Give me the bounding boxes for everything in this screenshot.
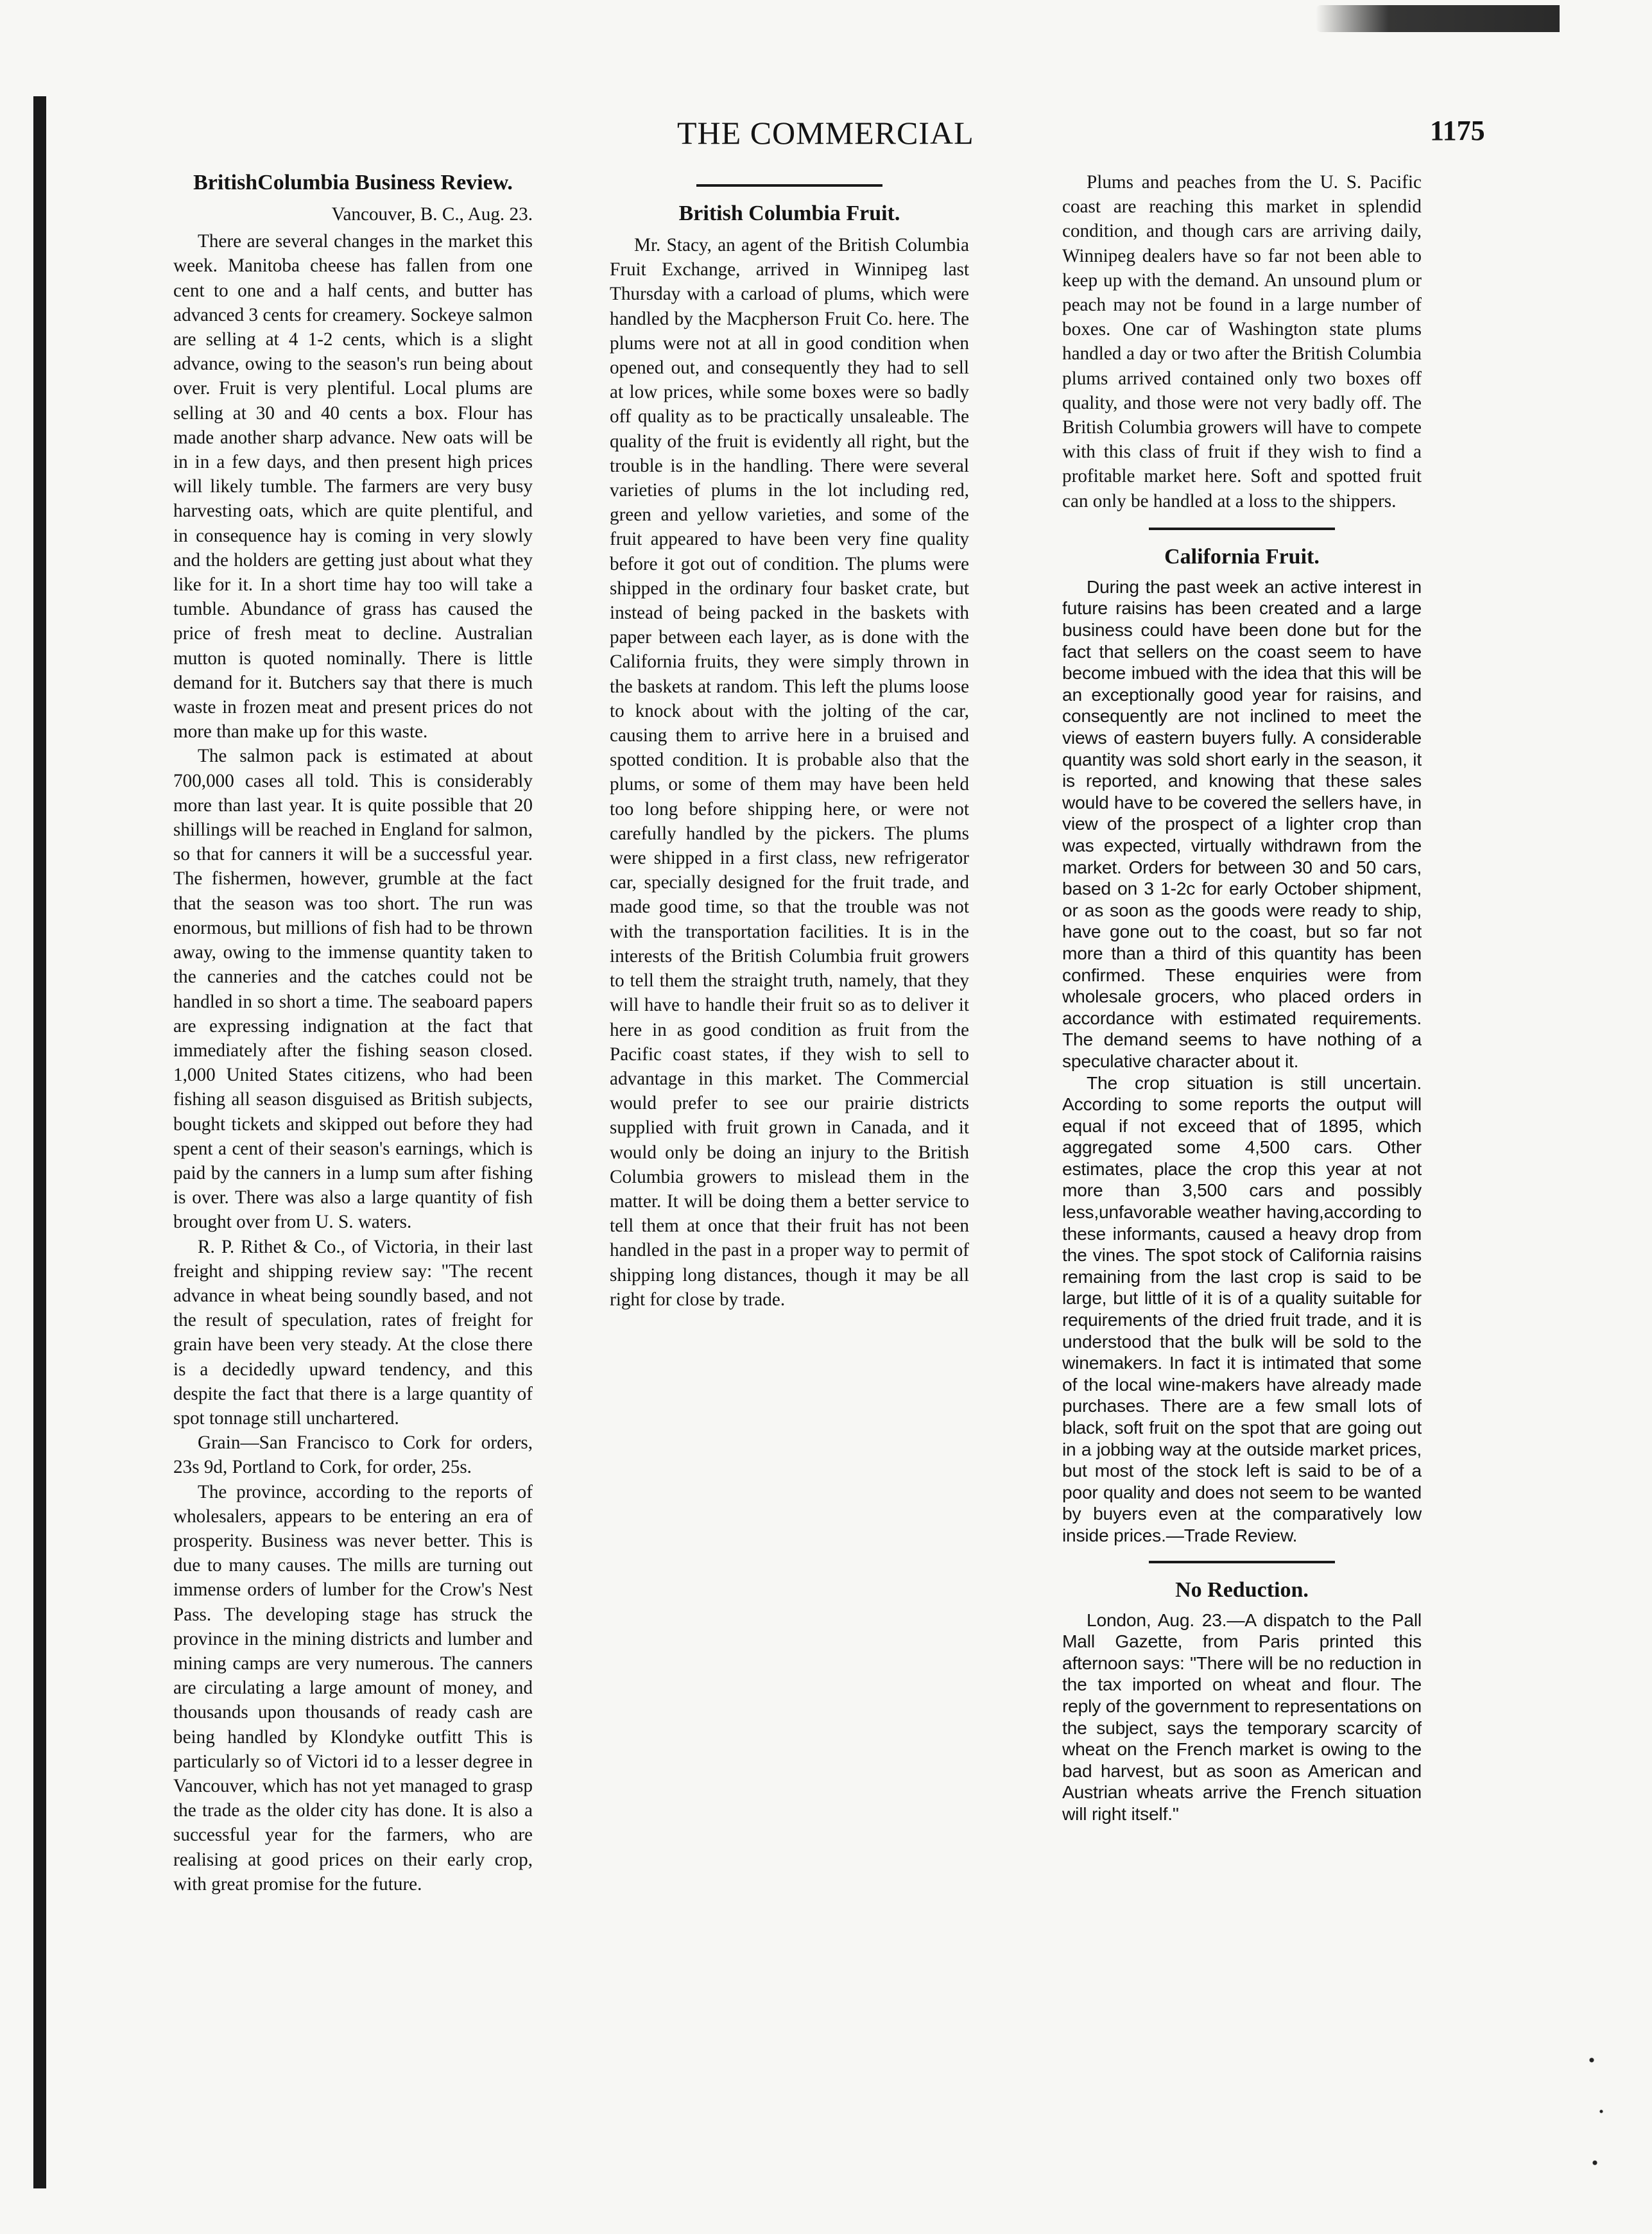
section-rule: [1149, 528, 1335, 530]
column-1: [173, 170, 533, 2217]
running-head: THE COMMERCIAL: [677, 115, 974, 151]
paragraph: The crop situation is still uncertain. According to some reports the output will equal if not exceed that of 1895, which aggregated some 4,500 cars. Other estimates, place the crop this year at not more than 3,500 cars and possibly less,unfavorable weather having,according to these informants, caused a heavy drop from the vines. The spot stock of California raisins remaining from the last crop is said to be large, but little of it is of a quality suitable for requirements of the dried fruit trade, and it is understood that the bulk will be sold to the winemakers. In fact it is intimated that some of the local wine-makers have already made purchases. There are a few small lots of black, soft fruit on the spot that are going out in a jobbing way at the outside market prices, but most of the stock left is said to be of a poor quality and does not seem to be wanted by buyers even at the comparatively low inside prices.—Trade Review.: [1062, 1072, 1422, 1545]
headline-bc-fruit: British Columbia Fruit.: [678, 202, 900, 225]
headline-no-reduction: No Reduction.: [1175, 1577, 1309, 1602]
section-rule: [1149, 1561, 1335, 1563]
paragraph: There are several changes in the market this week. Manitoba cheese has fallen from one cent to one and a half cents, and butter has advanced 3 cents for creamery. Sockeye salmon are selling at 4 1-2 cents, which is a slight advance, owing to the season's run being about over. Fruit is very plentiful. Local plums are selling at 30 and 40 cents a box. Flour has made another sharp advance. New oats will be in in a few days, and then present high prices will likely tumble. The farmers are very busy harvesting oats, which are quite plentiful, and in consequence hay is coming in very slowly and the holders are getting just about what they like for it. In a short time hay too will take a tumble. Abundance of grass has caused the price of fresh meat to decline. Australian mutton is quoted nominally. There is little demand for it. Butchers say that there is much waste in frozen meat and present prices do not more than make up for this waste.: [173, 231, 533, 743]
column-2: [610, 170, 969, 2217]
page-number: 1175: [1430, 115, 1485, 146]
paragraph: The province, according to the reports of wholesalers, appears to be entering an era of prosperity. Business was never better. This is due to many causes. The mills are turning out immense orders of lumber for the Crow's Nest Pass. The developing stage has struck the province in the mining districts and lumber and mining camps are very numerous. The canners are circulating a large amount of money, and thousands upon thousands of ready cash are being handled by Klondyke outfitt This is particularly so of Victori id to a lesser degree in Vancouver, which has not yet managed to grasp the trade as the older city has done. It is also a successful year for the farmers, who are realising at good prices on their early crop, with great promise for the future.: [173, 1481, 533, 1895]
paragraph: Plums and peaches from the U. S. Pacific coast are reaching this market in splendid condition, and though cars are arriving daily, Winnipeg dealers have so far not been able to keep up with the demand. An unsound plum or peach may not be found in a large number of boxes. One car of Washington state plums handled a day or two after the British Columbia plums arrived contained only two boxes off quality, and those were not very badly off. The British Columbia growers will have to compete with this class of fruit if they wish to find a profitable market here. Soft and spotted fruit can only be handled at a loss to the shippers.: [1062, 172, 1422, 511]
column-3: [1062, 170, 1422, 2217]
article-california-fruit: [1062, 544, 1422, 1547]
paragraph: London, Aug. 23.—A dispatch to the Pall Mall Gazette, from Paris printed this afternoon says: "There will be no reduction in the tax imported on wheat and flour. The reply of the government to representations on the subject, says the temporary scarcity of wheat on the French market is owing to the bad harvest, but as soon as American and Austrian wheats arrive the French situation will right itself.": [1062, 1609, 1422, 1824]
paragraph: During the past week an active interest in future raisins has been created and a large business could have been done but for the fact that sellers on the coast seem to have become imbued with the idea that this will be an exceptionally good year for raisins, and consequently are not inclined to meet the views of eastern buyers fully. A considerable quantity was sold short early in the season, it is reported, and knowing that these sales would have to be covered the sellers have, in view of the prospect of a lighter crop than was expected, virtually withdrawn from the market. Orders for between 30 and 50 cars, based on 3 1-2c for early October shipment, or as soon as the goods were ready to ship, have gone out to the coast, but so far not more than a third of this quantity has been confirmed. These enquiries were from wholesale grocers, who placed orders in accordance with estimated requirements. The demand seems to have nothing of a speculative character about it.: [1062, 576, 1422, 1071]
scan-edge: [33, 96, 46, 2188]
scan-specks: [1585, 2054, 1611, 2182]
paragraph: Mr. Stacy, an agent of the British Columbia Fruit Exchange, arrived in Winnipeg last Thursday with a carload of plums, which were handled by the Macpherson Fruit Co. here. The plums were not at all in good condition when opened out, and consequently they had to sell at low prices, while some boxes were so badly off quality as to be practically unsaleable. The quality of the fruit is evidently all right, but the trouble is in the handling. There were several varieties of plums in the lot including red, green and yellow varieties, and some of the fruit appeared to have been very fine quality before it got out of condition. The plums were shipped in the ordinary four basket crate, but instead of being packed in the baskets with paper between each layer, as is done with the California fruits, they were simply thrown in the baskets at random. This left the plums loose to knock about with the jolting of the car, causing them to arrive here in a bruised and spotted condition. It is probable also that the plums, or some of them may have been held too long before shipping here, or were not carefully handled by the pickers. The plums were shipped in a first class, new refrigerator car, specially designed for the fruit trade, and made good time, so that the trouble was not with the transportation facilities. It is in the interests of the British Columbia fruit growers to tell them the straight truth, namely, that they will have to handle their fruit so as to deliver it here in as good condition as fruit from the Pacific coast states, if they wish to sell to advantage in this market. The Commercial would prefer to see our prairie districts supplied with fruit grown in Canada, and it would only be doing an injury to the British Columbia growers to mislead them in the matter. It will be doing them a better service to tell them at once that their fruit has not been handled in the past in a proper way to permit of shipping long distances, though it may be all right for close by trade.: [610, 235, 969, 1310]
dateline-bc-business: Vancouver, B. C., Aug. 23.: [331, 204, 533, 225]
headline-bc-business: BritishColumbia Business Review.: [193, 171, 513, 194]
headline-california-fruit: California Fruit.: [1164, 544, 1320, 569]
scan-smudge: [1316, 5, 1560, 32]
article-bc-fruit: [610, 201, 969, 1312]
article-bc-business: [173, 170, 533, 1896]
section-rule: [696, 184, 882, 187]
paragraph: R. P. Rithet & Co., of Victoria, in their last freight and shipping review say: "The recent advance in wheat being soundly based, and not the result of speculation, rates of freight for grain have been very steady. At the close there is a decidedly upward tendency, and this despite the fact that there is a large quantity of spot tonnage still unchartered.: [173, 1236, 533, 1429]
paragraph: The salmon pack is estimated at about 700,000 cases all told. This is considerably more than last year. It is quite possible that 20 shillings will be reached in England for salmon, so that for canners it will be a successful year. The fishermen, however, grumble at the fact that the season was too short. The run was enormous, but millions of fish had to be thrown away, owing to the immense quantity taken to the canneries and the catches could not be handled in so short a time. The seaboard papers are expressing indignation at the fact that immediately after the fishing season closed. 1,000 United States citizens, who had been fishing all season disguised as British subjects, bought tickets and skipped out before they had spent a cent of their season's earnings, which is paid by the canners in a lump sum after fishing is over. There was also a large quantity of fish brought over from U. S. waters.: [173, 746, 533, 1233]
article-no-reduction: [1062, 1577, 1422, 1825]
paragraph: Grain—San Francisco to Cork for orders, 23s 9d, Portland to Cork, for order, 25s.: [173, 1432, 533, 1478]
